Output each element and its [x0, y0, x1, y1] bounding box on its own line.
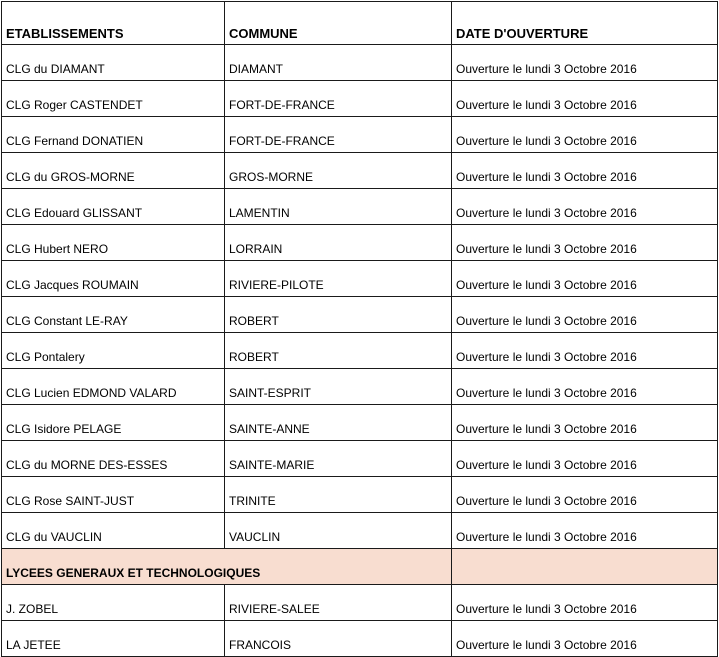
cell-commune: LAMENTIN	[225, 189, 452, 225]
cell-etablissement: CLG Isidore PELAGE	[2, 405, 225, 441]
cell-commune: SAINTE-ANNE	[225, 405, 452, 441]
cell-date: Ouverture le lundi 3 Octobre 2016	[452, 117, 718, 153]
cell-commune: TRINITE	[225, 477, 452, 513]
header-commune: COMMUNE	[225, 2, 452, 45]
cell-commune: FORT-DE-FRANCE	[225, 117, 452, 153]
table-row	[2, 117, 718, 153]
cell-commune: SAINT-ESPRIT	[225, 369, 452, 405]
section-label: LYCEES GENERAUX ET TECHNOLOGIQUES	[2, 549, 452, 585]
cell-date: Ouverture le lundi 3 Octobre 2016	[452, 441, 718, 477]
section-row-lycees	[2, 549, 718, 585]
cell-date: Ouverture le lundi 3 Octobre 2016	[452, 45, 718, 81]
cell-date: Ouverture le lundi 3 Octobre 2016	[452, 261, 718, 297]
cell-commune: VAUCLIN	[225, 513, 452, 549]
header-row	[2, 2, 718, 45]
cell-etablissement: CLG Lucien EDMOND VALARD	[2, 369, 225, 405]
table-row	[2, 81, 718, 117]
cell-commune: GROS-MORNE	[225, 153, 452, 189]
cell-date: Ouverture le lundi 3 Octobre 2016	[452, 153, 718, 189]
school-opening-table	[1, 1, 718, 657]
table-row	[2, 405, 718, 441]
cell-date: Ouverture le lundi 3 Octobre 2016	[452, 621, 718, 657]
section-empty-cell	[452, 549, 718, 585]
cell-date: Ouverture le lundi 3 Octobre 2016	[452, 513, 718, 549]
cell-date: Ouverture le lundi 3 Octobre 2016	[452, 189, 718, 225]
header-date-ouverture: DATE D'OUVERTURE	[452, 2, 718, 45]
cell-etablissement: CLG Constant LE-RAY	[2, 297, 225, 333]
cell-date: Ouverture le lundi 3 Octobre 2016	[452, 369, 718, 405]
cell-etablissement: CLG Hubert NERO	[2, 225, 225, 261]
cell-commune: LORRAIN	[225, 225, 452, 261]
cell-date: Ouverture le lundi 3 Octobre 2016	[452, 81, 718, 117]
cell-etablissement: CLG du DIAMANT	[2, 45, 225, 81]
table-row	[2, 45, 718, 81]
cell-etablissement: LA JETEE	[2, 621, 225, 657]
table-row	[2, 585, 718, 621]
cell-etablissement: CLG Rose SAINT-JUST	[2, 477, 225, 513]
table-row	[2, 189, 718, 225]
cell-date: Ouverture le lundi 3 Octobre 2016	[452, 225, 718, 261]
cell-date: Ouverture le lundi 3 Octobre 2016	[452, 333, 718, 369]
cell-etablissement: CLG Jacques ROUMAIN	[2, 261, 225, 297]
table-row	[2, 441, 718, 477]
cell-etablissement: CLG du MORNE DES-ESSES	[2, 441, 225, 477]
cell-commune: FORT-DE-FRANCE	[225, 81, 452, 117]
cell-etablissement: CLG Edouard GLISSANT	[2, 189, 225, 225]
table-row	[2, 369, 718, 405]
table-row	[2, 297, 718, 333]
table-row	[2, 621, 718, 657]
cell-etablissement: J. ZOBEL	[2, 585, 225, 621]
cell-commune: SAINTE-MARIE	[225, 441, 452, 477]
table-row	[2, 261, 718, 297]
header-etablissements: ETABLISSEMENTS	[2, 2, 225, 45]
table-row	[2, 513, 718, 549]
cell-etablissement: CLG du VAUCLIN	[2, 513, 225, 549]
cell-commune: FRANCOIS	[225, 621, 452, 657]
cell-commune: ROBERT	[225, 297, 452, 333]
table-row	[2, 225, 718, 261]
cell-etablissement: CLG Fernand DONATIEN	[2, 117, 225, 153]
cell-commune: RIVIERE-SALEE	[225, 585, 452, 621]
cell-etablissement: CLG du GROS-MORNE	[2, 153, 225, 189]
cell-date: Ouverture le lundi 3 Octobre 2016	[452, 297, 718, 333]
cell-commune: DIAMANT	[225, 45, 452, 81]
table-row	[2, 153, 718, 189]
cell-commune: ROBERT	[225, 333, 452, 369]
cell-etablissement: CLG Pontalery	[2, 333, 225, 369]
cell-date: Ouverture le lundi 3 Octobre 2016	[452, 585, 718, 621]
cell-date: Ouverture le lundi 3 Octobre 2016	[452, 477, 718, 513]
table-row	[2, 477, 718, 513]
cell-commune: RIVIERE-PILOTE	[225, 261, 452, 297]
table-row	[2, 333, 718, 369]
cell-date: Ouverture le lundi 3 Octobre 2016	[452, 405, 718, 441]
cell-etablissement: CLG Roger CASTENDET	[2, 81, 225, 117]
